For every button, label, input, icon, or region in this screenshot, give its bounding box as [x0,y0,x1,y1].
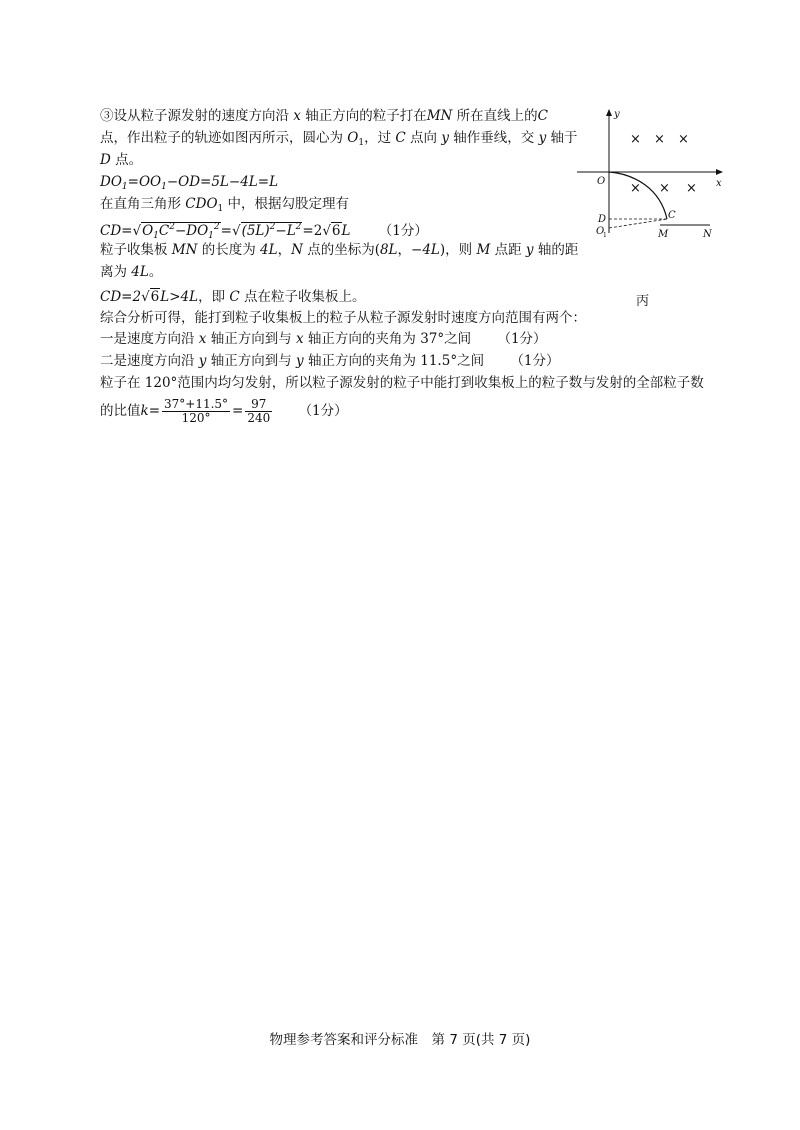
label-y: y [614,109,620,120]
label-d: D [598,214,607,225]
text-line-5: 在直角三角形 $CDO_1$ 中，根据勾股定理有 [100,196,350,214]
y-axis-arrow [606,109,612,116]
label-m: M [658,229,669,240]
figure-caption: 丙 [636,294,650,309]
label-x: x [716,178,722,189]
trajectory-figure [572,108,732,288]
page-footer: 物理参考答案和评分标准 第 7 页(共 7 页) [269,1032,531,1048]
text-line-8: 离为 4L。 [100,264,163,280]
field-cross: × [686,181,697,196]
text-line-6-formula: $CD=√O_1C^2-DO_1^2=√(5L)^2-L^2=2√6L$ （1分） [100,222,428,241]
field-cross: × [678,132,689,147]
fraction-angles: $\frac{37^\circ+11.5^\circ}{120^\circ}$ [164,397,229,425]
label-o1-subscript: 1 [603,232,607,239]
text-line-13: 粒子在 120°范围内均匀发射，所以粒子源发射的粒子中能打到收集板上的粒子数与发射的全部粒子数 [100,375,704,391]
dashed-line-o1c [609,219,667,228]
text-line-7: 粒子收集板 MN 的长度为 4L，N 点的坐标为(8L，−4L)，则 M 点距 y 轴的距 [100,242,579,258]
field-cross: × [630,181,641,196]
field-cross: × [654,132,665,147]
label-c: C [668,210,676,221]
text-line-2: 点，作出粒子的轨迹如图丙所示，圆心为 $O_1$，过 C 点向 y 轴作垂线，交 y 轴于 [100,130,578,148]
text-line-14-fraction: 的比值k= $\frac{37^\circ+11.5^\circ}{120^\circ}$ = $\frac{97}{240}$ （1分） [100,397,348,425]
text-line-10: 综合分析可得，能打到粒子收集板上的粒子从粒子源发射时速度方向范围有两个： [100,310,586,326]
x-axis-arrow [716,169,723,175]
field-cross: × [630,132,641,147]
label-o: O [597,176,606,187]
text-line-4: $DO_1=OO_1-OD=5L-4L=L$ [100,174,279,192]
text-line-11: 一是速度方向沿 x 轴正方向到与 x 轴正方向的夹角为 37°之间 （1分） [100,331,547,347]
text-line-12: 二是速度方向沿 y 轴正方向到与 y 轴正方向的夹角为 11.5°之间 （1分） [100,353,560,369]
label-o1: O [596,226,605,237]
text-line-3: D 点。 [100,152,143,168]
text-line-1: ③设从粒子源发射的速度方向沿 x 轴正方向的粒子打在MN 所在直线上的C [100,108,548,124]
text-line-9: CD=2√6L>4L，即 C 点在粒子收集板上。 [100,289,366,305]
fraction-result: $\frac{97}{240}$ [247,397,271,425]
field-cross: × [659,181,670,196]
label-n: N [703,229,712,240]
